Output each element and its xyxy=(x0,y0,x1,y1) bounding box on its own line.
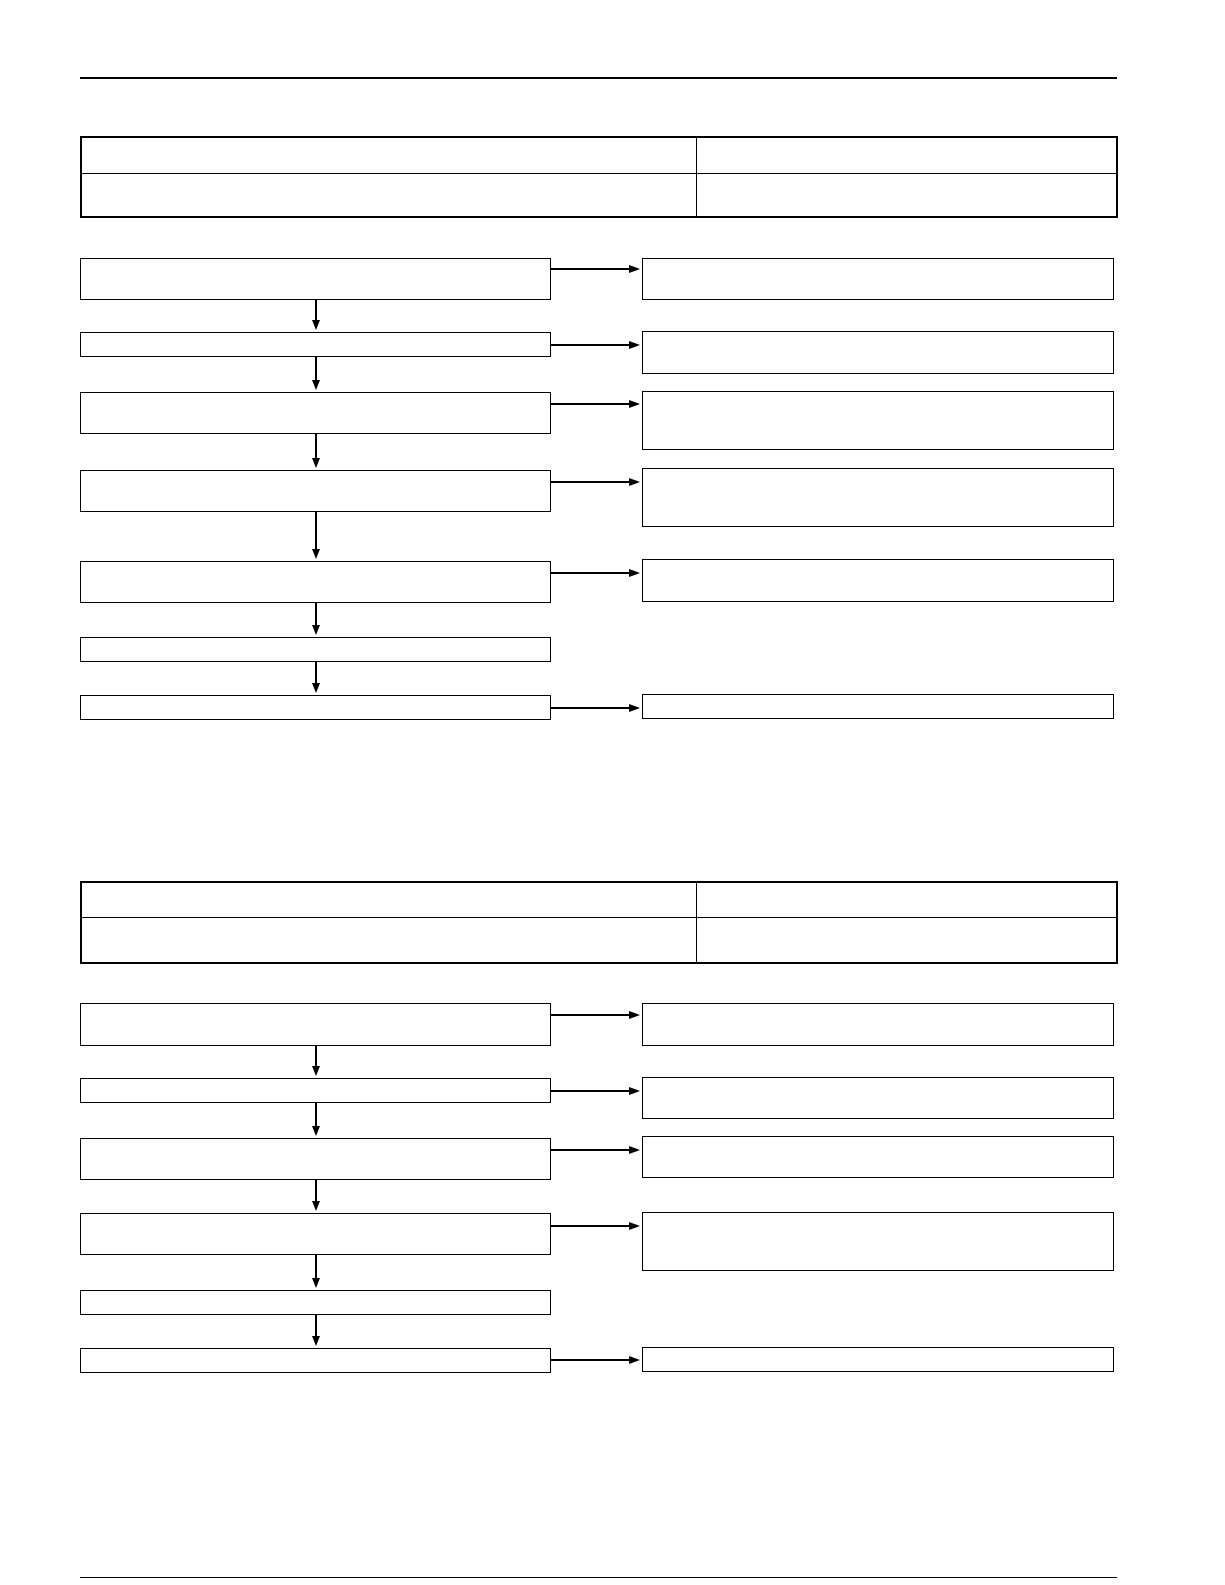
header-table-1-col1-value xyxy=(82,174,698,182)
flow1-connector-down-6 xyxy=(315,662,317,683)
header-table-1 xyxy=(80,136,1118,218)
flow2-step-4 xyxy=(80,1213,551,1255)
flow2-outcome-5 xyxy=(642,1347,1114,1372)
flow1-step-3 xyxy=(80,392,551,434)
flow1-outcome-5 xyxy=(642,559,1114,602)
flow2-step-1 xyxy=(80,1003,551,1046)
flow2-connector-right-1 xyxy=(551,1014,631,1016)
flow1-connector-down-4 xyxy=(315,512,317,549)
flow1-outcome-6 xyxy=(642,694,1114,719)
header-table-2-col1-value xyxy=(82,919,698,927)
flow1-outcome-2-text xyxy=(643,332,1113,340)
header-table-2-col1-title xyxy=(82,883,698,891)
flow1-outcome-1 xyxy=(642,258,1114,300)
flow2-arrow-right-1 xyxy=(629,1011,640,1019)
flow2-outcome-4-text xyxy=(643,1213,1113,1221)
flow1-step-2 xyxy=(80,332,551,357)
flow2-step-1-text xyxy=(81,1004,550,1012)
flow1-connector-down-3 xyxy=(315,434,317,458)
flow1-arrow-right-6 xyxy=(629,704,640,712)
flow1-outcome-4 xyxy=(642,468,1114,527)
flow1-arrow-down-1 xyxy=(312,320,320,330)
header-table-2-col2-title xyxy=(698,883,1114,891)
flow2-arrow-down-1 xyxy=(312,1066,320,1076)
flow1-arrow-right-3 xyxy=(629,400,640,408)
flow1-connector-right-2 xyxy=(551,344,631,346)
flow2-outcome-3 xyxy=(642,1136,1114,1178)
flow1-step-5-text xyxy=(81,562,550,570)
flow1-arrow-right-5 xyxy=(629,569,640,577)
flow1-step-5 xyxy=(80,561,551,603)
flow1-connector-down-5 xyxy=(315,603,317,625)
flow1-outcome-6-text xyxy=(643,695,1113,703)
flow2-outcome-2 xyxy=(642,1077,1114,1119)
flow2-step-3 xyxy=(80,1138,551,1180)
flow2-outcome-3-text xyxy=(643,1137,1113,1145)
flow1-arrow-down-4 xyxy=(312,549,320,559)
header-table-1-col2-value xyxy=(698,174,1114,182)
flow1-arrow-right-1 xyxy=(629,265,640,273)
flow1-arrow-down-5 xyxy=(312,625,320,635)
flow1-connector-right-3 xyxy=(551,403,631,405)
flow2-outcome-1 xyxy=(642,1003,1114,1046)
flow1-outcome-4-text xyxy=(643,469,1113,477)
flow2-connector-right-5 xyxy=(551,1359,631,1361)
flow1-step-6-text xyxy=(81,638,550,646)
header-table-2-col2-value xyxy=(698,919,1114,927)
flow2-arrow-down-2 xyxy=(312,1126,320,1136)
flow2-step-3-text xyxy=(81,1139,550,1147)
flow2-outcome-1-text xyxy=(643,1004,1113,1012)
bottom-rule xyxy=(80,1577,1117,1578)
flow1-arrow-right-2 xyxy=(629,341,640,349)
flow1-connector-right-4 xyxy=(551,481,631,483)
flow2-step-2-text xyxy=(81,1079,550,1087)
flow1-step-3-text xyxy=(81,393,550,401)
header-table-1-col2-title xyxy=(698,138,1114,146)
flow2-arrow-down-5 xyxy=(312,1336,320,1346)
flow2-step-2 xyxy=(80,1078,551,1103)
flow2-outcome-4 xyxy=(642,1212,1114,1271)
flow2-arrow-right-3 xyxy=(629,1146,640,1154)
flow2-step-4-text xyxy=(81,1214,550,1222)
flow2-connector-down-2 xyxy=(315,1103,317,1126)
flow2-connector-down-3 xyxy=(315,1180,317,1201)
flow1-outcome-2 xyxy=(642,331,1114,374)
flow1-outcome-3 xyxy=(642,391,1114,450)
flow1-connector-down-2 xyxy=(315,357,317,380)
flow2-arrow-right-5 xyxy=(629,1356,640,1364)
flow1-arrow-down-3 xyxy=(312,458,320,468)
header-table-2 xyxy=(80,881,1118,964)
flow2-step-5-text xyxy=(81,1291,550,1299)
flow2-outcome-5-text xyxy=(643,1348,1113,1356)
flow2-arrow-down-4 xyxy=(312,1278,320,1288)
flow1-step-6 xyxy=(80,637,551,662)
flow2-step-6 xyxy=(80,1348,551,1373)
flow2-arrow-right-4 xyxy=(629,1222,640,1230)
header-table-1-col1-title xyxy=(82,138,698,146)
flow2-connector-right-3 xyxy=(551,1149,631,1151)
flow2-step-6-text xyxy=(81,1349,550,1357)
flow1-connector-right-1 xyxy=(551,268,631,270)
flow1-arrow-down-2 xyxy=(312,380,320,390)
flow2-arrow-down-3 xyxy=(312,1201,320,1211)
flow2-step-5 xyxy=(80,1290,551,1315)
flow2-connector-down-5 xyxy=(315,1315,317,1336)
flow2-connector-down-4 xyxy=(315,1255,317,1278)
flow1-step-4-text xyxy=(81,471,550,479)
flow1-step-2-text xyxy=(81,333,550,341)
flow1-arrow-right-4 xyxy=(629,478,640,486)
flow2-arrow-right-2 xyxy=(629,1087,640,1095)
flow1-connector-right-5 xyxy=(551,572,631,574)
flow2-connector-right-4 xyxy=(551,1225,631,1227)
flow2-connector-down-1 xyxy=(315,1046,317,1066)
flow1-outcome-5-text xyxy=(643,560,1113,568)
top-rule xyxy=(80,77,1117,79)
flow1-connector-down-1 xyxy=(315,300,317,320)
flow1-connector-right-6 xyxy=(551,707,631,709)
flow1-outcome-1-text xyxy=(643,259,1113,267)
flow1-step-7-text xyxy=(81,696,550,704)
flow1-step-1 xyxy=(80,258,551,300)
flow2-outcome-2-text xyxy=(643,1078,1113,1086)
flow1-arrow-down-6 xyxy=(312,683,320,693)
flow1-step-7 xyxy=(80,695,551,720)
flow1-step-4 xyxy=(80,470,551,512)
flow1-outcome-3-text xyxy=(643,392,1113,400)
flow1-step-1-text xyxy=(81,259,550,267)
flow2-connector-right-2 xyxy=(551,1090,631,1092)
